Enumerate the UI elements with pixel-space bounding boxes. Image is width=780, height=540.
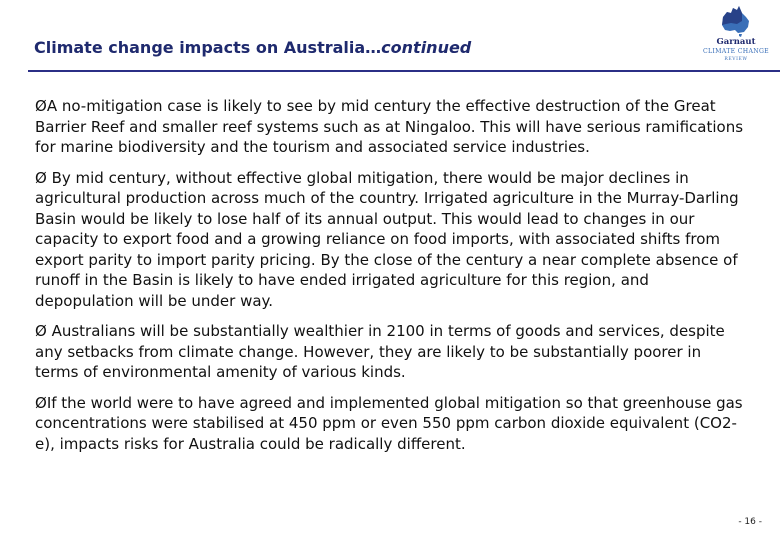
arrow-bullet-icon: Ø: [35, 322, 47, 340]
logo-line-1: Garnaut: [716, 37, 756, 47]
arrow-bullet-icon: Ø: [35, 168, 47, 187]
arrow-bullet-icon: Ø: [35, 393, 47, 412]
bullet-paragraph-2: [35, 168, 747, 312]
bullet-text-2: By mid century, without effective global mitigation, there would be major declines in agricultural production across much of the country. Irrigated agriculture in the Murray-Darling Basin would be likely to lose half of its annual output. This would lead to changes in our capacity to export food and a growing reliance on food imports, with associated shifts from export parity to import parity pricing. By the close of the century a near complete absence of runoff in the Basin is likely to have ended irrigated agriculture for this region, and depopulation will be under way.: [35, 168, 739, 310]
bullet-paragraph-1: [35, 96, 747, 158]
page-title-continued: continued: [381, 38, 472, 57]
arrow-bullet-icon: Ø: [35, 97, 47, 115]
bullet-paragraph-4: [35, 393, 747, 455]
bullet-paragraph-3: [35, 321, 747, 383]
bullet-list: [35, 96, 747, 464]
bullet-text-1: A no-mitigation case is likely to see by mid century the effective destruction of the Great Barrier Reef and smaller reef systems such as at Ningaloo. This will have serious ramifications for marine biodiversity and the tourism and associated service industries.: [35, 97, 744, 156]
bullet-text-4: If the world were to have agreed and implemented global mitigation so that greenhouse gas concentrations were stabilised at 450 ppm or even 550 ppm carbon dioxide equivalent (CO2-e), impacts risks for Australia could be radically different.: [35, 393, 743, 453]
logo-line-2: CLIMATE CHANGE: [702, 48, 770, 55]
page-title: [34, 38, 471, 57]
australia-map-icon: [693, 4, 779, 38]
garnaut-logo: [693, 4, 779, 70]
header-divider: [28, 70, 780, 72]
page-title-main: Climate change impacts on Australia…: [34, 38, 382, 57]
bullet-text-3: Australians will be substantially wealthier in 2100 in terms of goods and services, despite any setbacks from climate change. However, they are likely to be substantially poorer in terms of environmental amenity of various kinds.: [35, 322, 725, 381]
page-number: - 16 -: [738, 517, 762, 527]
logo-line-3: REVIEW: [724, 57, 748, 62]
